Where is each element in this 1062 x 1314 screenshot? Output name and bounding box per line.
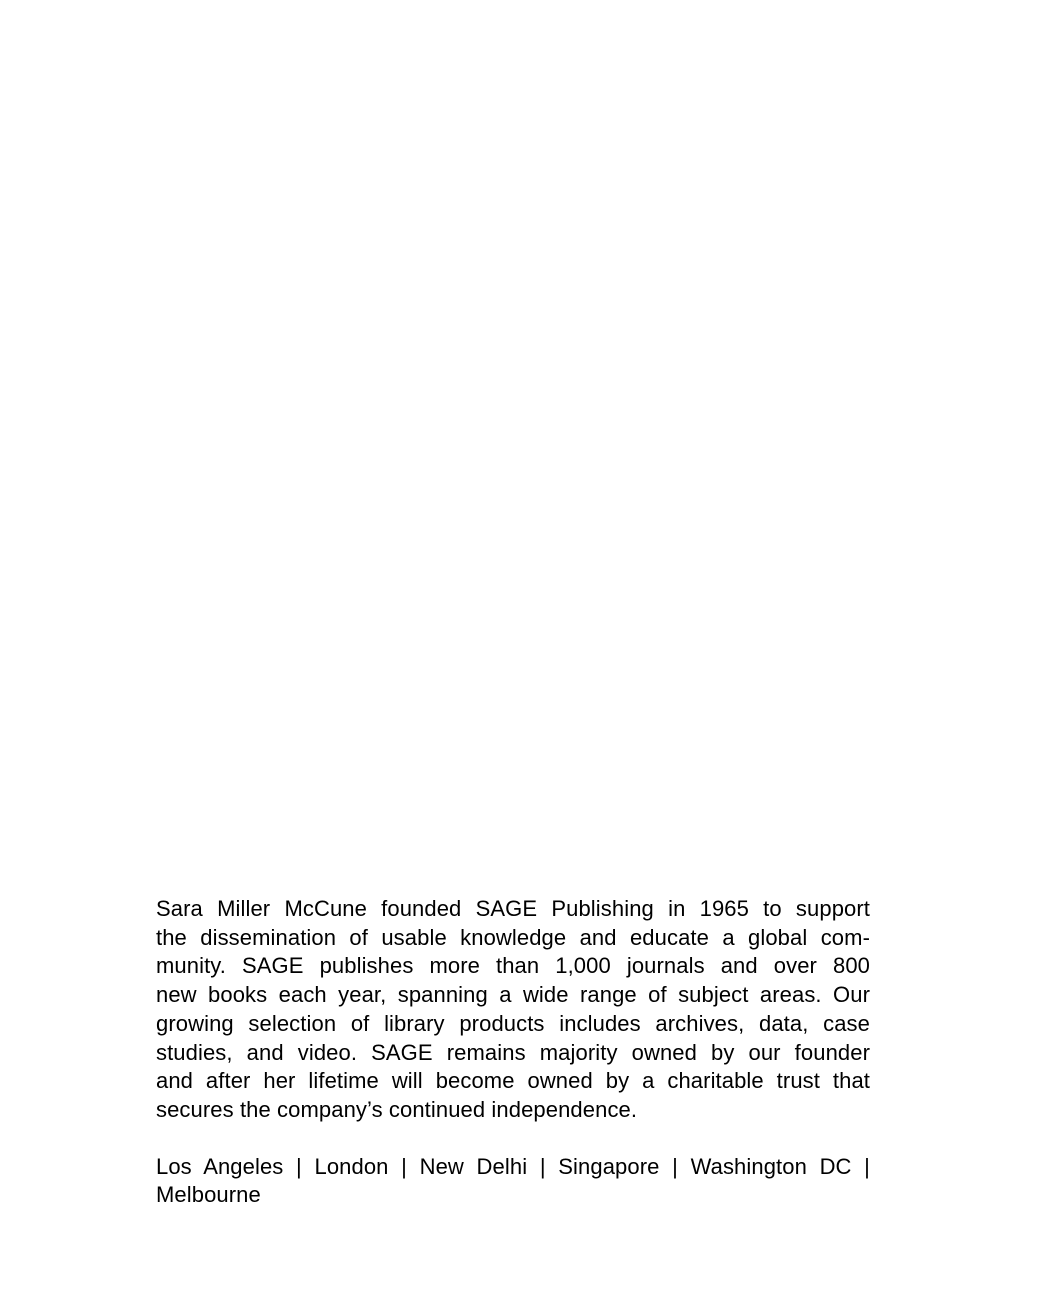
statement-line: new books each year, spanning a wide range of subject areas. Our bbox=[156, 982, 870, 1008]
locations-line: Los Angeles | London | New Delhi | Singapore | Washington DC | bbox=[156, 1153, 870, 1179]
statement-line: munity. SAGE publishes more than 1,000 journals and over 800 bbox=[156, 953, 870, 979]
statement-line: growing selection of library products includes archives, data, case bbox=[156, 1010, 870, 1036]
statement-line: Sara Miller McCune founded SAGE Publishing in 1965 to support bbox=[156, 896, 870, 921]
locations-line: Melbourne bbox=[156, 1182, 261, 1208]
statement-line: the dissemination of usable knowledge and educate a global com- bbox=[156, 924, 870, 950]
statement-line: and after her lifetime will become owned by a charitable trust that bbox=[156, 1068, 870, 1094]
statement-line: studies, and video. SAGE remains majority owned by our founder bbox=[156, 1039, 870, 1065]
publisher-locations bbox=[156, 1153, 870, 1210]
colophon-text-block bbox=[156, 895, 870, 1210]
statement-line: secures the company’s continued independence. bbox=[156, 1096, 638, 1122]
publisher-statement bbox=[156, 895, 870, 1125]
